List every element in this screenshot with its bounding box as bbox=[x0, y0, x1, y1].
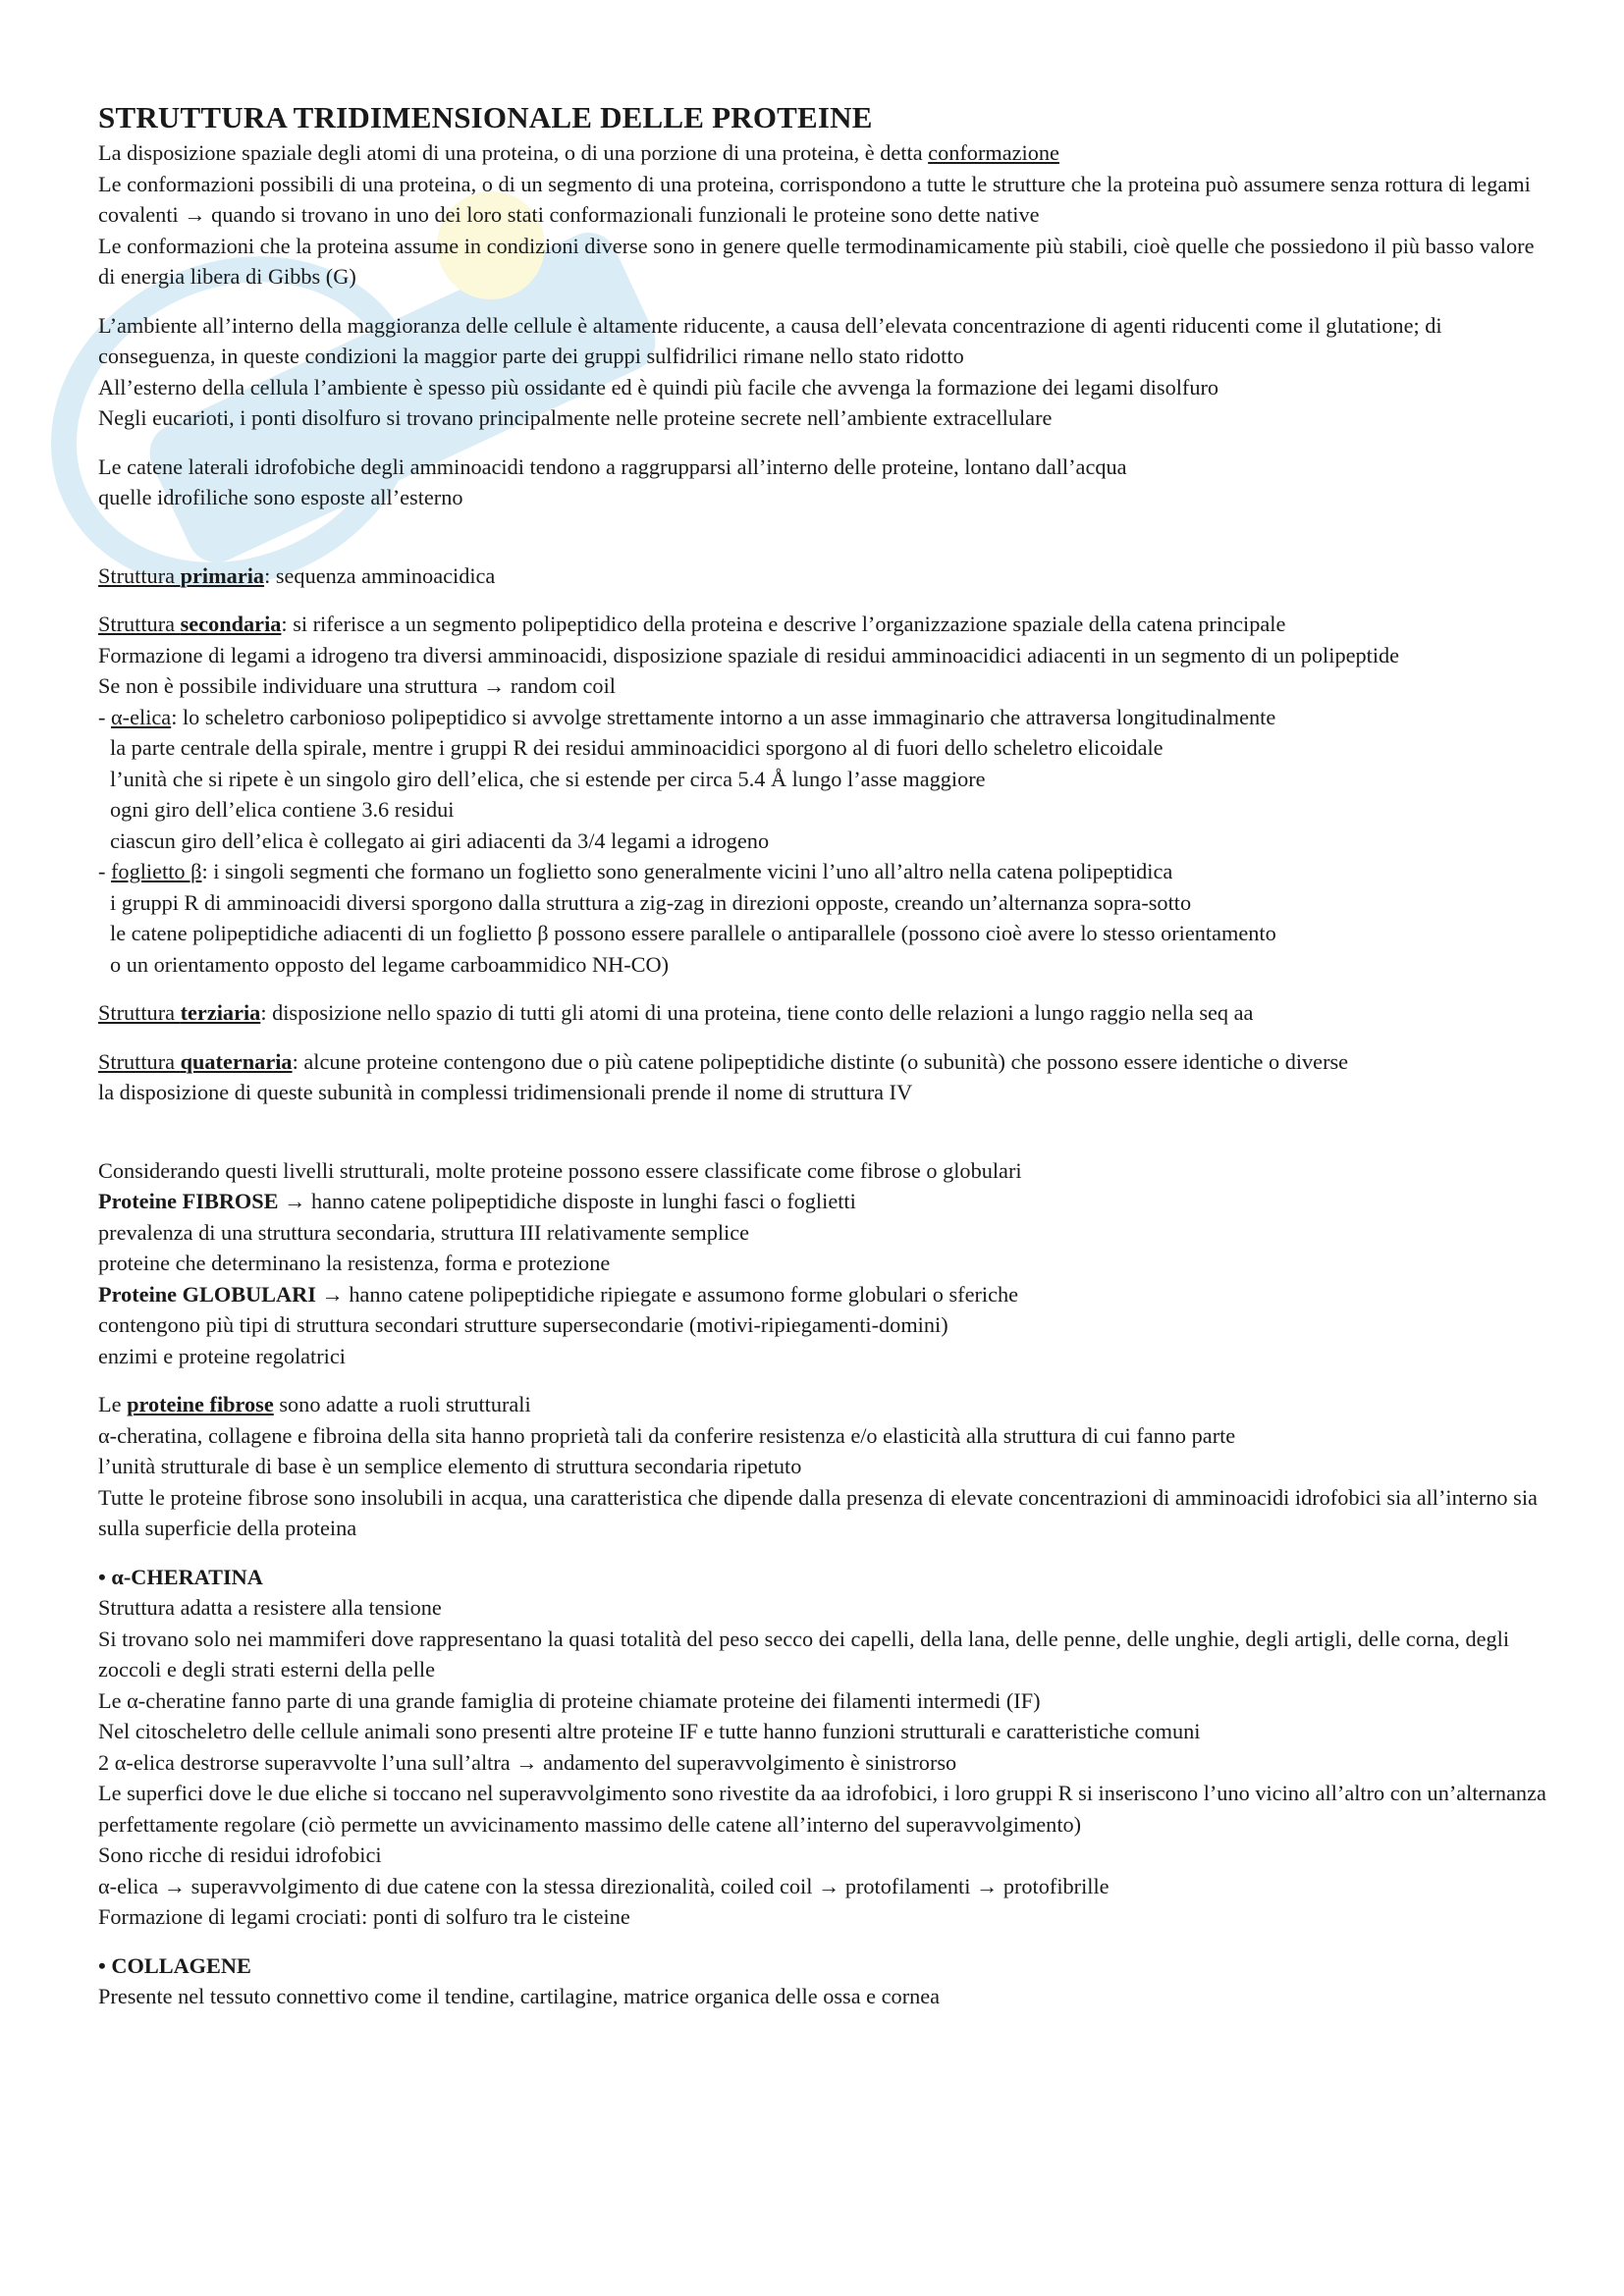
secondary-line-2: Formazione di legami a idrogeno tra diversi amminoacidi, disposizione spaziale di residui amminoacidici adiacenti in un segmento di un polipeptide bbox=[98, 642, 1400, 667]
collagen-line-1: Presente nel tessuto connettivo come il tendine, cartilagine, matrice organica delle ossa e cornea bbox=[98, 1984, 941, 2008]
primary-structure: Struttura primaria: sequenza amminoacidica bbox=[98, 562, 496, 588]
env-paragraph-2: All’esterno della cellula l’ambiente è spesso più ossidante ed è quindi più facile che avvenga la formazione dei legami disolfuro bbox=[98, 374, 1219, 400]
keratin-line-6: Le superfici dove le due eliche si toccano nel superavvolgimento sono rivestite da aa idrofobici, i loro gruppi R si inseriscono l’uno vicino all’altro con un’alternanza perfettamente regolare (ciò permette un avvicinamento massimo delle catene all’interno del superavvolgimento) bbox=[98, 1781, 1546, 1837]
keratin-line-9: Formazione di legami crociati: ponti di solfuro tra le cisteine bbox=[98, 1904, 630, 1929]
intro-paragraph-1: La disposizione spaziale degli atomi di una proteina, o di una porzione di una proteina, è detta conformazione bbox=[98, 140, 1059, 165]
quaternary-line-2: la disposizione di queste subunità in complessi tridimensionali prende il nome di struttura IV bbox=[98, 1080, 913, 1104]
conformazione-term: conformazione bbox=[928, 140, 1059, 165]
globular-line-2: contengono più tipi di struttura secondari strutture supersecondarie (motivi-ripiegamenti-domini) bbox=[98, 1312, 948, 1337]
keratin-line-5: 2 α-elica destrorse superavvolte l’una sull’altra → andamento del superavvolgimento è sinistrorso bbox=[98, 1749, 957, 1775]
secondary-structure: Struttura secondaria: si riferisce a un segmento polipeptidico della proteina e descrive l’organizzazione spaziale della catena principale bbox=[98, 612, 1286, 636]
fibrous-section-intro: Le proteine fibrose sono adatte a ruoli strutturali bbox=[98, 1392, 531, 1416]
fibrous-section-line-3: l’unità strutturale di base è un semplice elemento di struttura secondaria ripetuto bbox=[98, 1454, 802, 1478]
env-paragraph-1: L’ambiente all’interno della maggioranza delle cellule è altamente riducente, a causa dell’elevata concentrazione di agenti riducenti come il glutatione; di conseguenza, in queste condizioni la maggior parte dei gruppi sulfidrilici rimane nello stato ridotto bbox=[98, 312, 1442, 368]
alpha-helix-line-3: l’unità che si ripete è un singolo giro dell’elica, che si estende per circa 5.4 Å lungo l’asse maggiore bbox=[110, 766, 986, 791]
page-title: STRUTTURA TRIDIMENSIONALE DELLE PROTEINE bbox=[98, 100, 873, 134]
intro-paragraph-2: Le conformazioni possibili di una proteina, o di un segmento di una proteina, corrispondono a tutte le strutture che la proteina può assumere senza rottura di legami covalenti → quando si trovano in uno dei loro stati conformazionali funzionali le proteine sono dette native bbox=[98, 171, 1531, 227]
intro-paragraph-3: Le conformazioni che la proteina assume in condizioni diverse sono in genere quelle termodinamicamente più stabili, cioè quelle che possiedono il più basso valore di energia libera di Gibbs (G) bbox=[98, 233, 1535, 289]
fibrous-line-3: proteine che determinano la resistenza, forma e protezione bbox=[98, 1251, 611, 1275]
keratin-line-7: Sono ricche di residui idrofobici bbox=[98, 1842, 382, 1867]
keratin-line-8: α-elica → superavvolgimento di due catene con la stessa direzionalità, coiled coil → protofilamenti → protofibrille bbox=[98, 1873, 1110, 1898]
beta-sheet-line-1: - foglietto β: i singoli segmenti che formano un foglietto sono generalmente vicini l’uno all’altro nella catena polipeptidica bbox=[98, 859, 1173, 883]
secondary-line-3: Se non è possibile individuare una struttura → random coil bbox=[98, 673, 616, 698]
fibrous-line-2: prevalenza di una struttura secondaria, struttura III relativamente semplice bbox=[98, 1219, 750, 1245]
env-paragraph-3: Negli eucarioti, i ponti disolfuro si trovano principalmente nelle proteine secrete nell’ambiente extracellulare bbox=[98, 405, 1053, 430]
keratin-line-2: Si trovano solo nei mammiferi dove rappresentano la quasi totalità del peso secco dei capelli, della lana, delle penne, delle unghie, degli artigli, delle corna, degli zoccoli e degli strati esterni della pelle bbox=[98, 1626, 1510, 1682]
beta-sheet-line-4: o un orientamento opposto del legame carboammidico NH-CO) bbox=[110, 951, 670, 977]
fibrous-proteins-line: Proteine FIBROSE → hanno catene polipeptidiche disposte in lunghi fasci o foglietti bbox=[98, 1189, 856, 1213]
quaternary-structure: Struttura quaternaria: alcune proteine contengono due o più catene polipeptidiche distinte (o subunità) che possono essere identiche o diverse bbox=[98, 1048, 1349, 1074]
hydro-paragraph-2: quelle idrofiliche sono esposte all’esterno bbox=[98, 485, 463, 509]
document-page bbox=[98, 98, 1551, 2012]
alpha-helix-line-4: ogni giro dell’elica contiene 3.6 residui bbox=[110, 797, 455, 822]
alpha-helix-line-2: la parte centrale della spirale, mentre i gruppi R dei residui amminoacidici sporgono al di fuori dello scheletro elicoidale bbox=[110, 735, 1164, 760]
globular-line-3: enzimi e proteine regolatrici bbox=[98, 1343, 346, 1368]
keratin-line-4: Nel citoscheletro delle cellule animali sono presenti altre proteine IF e tutte hanno funzioni strutturali e caratteristiche comuni bbox=[98, 1719, 1201, 1743]
beta-sheet-line-2: i gruppi R di amminoacidi diversi sporgono dalla struttura a zig-zag in direzioni opposte, creando un’alternanza sopra-sotto bbox=[110, 889, 1192, 915]
globular-proteins-line: Proteine GLOBULARI → hanno catene polipeptidiche ripiegate e assumono forme globulari o sferiche bbox=[98, 1281, 1019, 1307]
classes-intro: Considerando questi livelli strutturali, molte proteine possono essere classificate come fibrose o globulari bbox=[98, 1157, 1022, 1183]
fibrous-section-line-2: α-cheratina, collagene e fibroina della sita hanno proprietà tali da conferire resistenza e/o elasticità alla struttura di cui fanno parte bbox=[98, 1422, 1236, 1448]
alpha-helix-line-1: - α-elica: lo scheletro carbonioso polipeptidico si avvolge strettamente intorno a un asse immaginario che attraversa longitudinalmente bbox=[98, 704, 1276, 729]
hydro-paragraph-1: Le catene laterali idrofobiche degli amminoacidi tendono a raggrupparsi all’interno delle proteine, lontano dall’acqua bbox=[98, 454, 1127, 479]
keratin-line-3: Le α-cheratine fanno parte di una grande famiglia di proteine chiamate proteine dei filamenti intermedi (IF) bbox=[98, 1687, 1041, 1713]
alpha-helix-line-5: ciascun giro dell’elica è collegato ai giri adiacenti da 3/4 legami a idrogeno bbox=[110, 828, 770, 853]
keratin-line-1: Struttura adatta a resistere alla tensione bbox=[98, 1595, 442, 1620]
keratin-heading: • α-CHERATINA bbox=[98, 1564, 263, 1589]
tertiary-structure: Struttura terziaria: disposizione nello spazio di tutti gli atomi di una proteina, tiene conto delle relazioni a lungo raggio nella seq aa bbox=[98, 1000, 1254, 1025]
beta-sheet-line-3: le catene polipeptidiche adiacenti di un foglietto β possono essere parallele o antiparallele (possono cioè avere lo stesso orientamento bbox=[110, 921, 1276, 945]
fibrous-section-line-4: Tutte le proteine fibrose sono insolubili in acqua, una caratteristica che dipende dalla presenza di elevate concentrazioni di amminoacidi idrofobici sia all’interno sia sulla superficie della proteina bbox=[98, 1484, 1538, 1540]
collagen-heading: • COLLAGENE bbox=[98, 1952, 251, 1978]
